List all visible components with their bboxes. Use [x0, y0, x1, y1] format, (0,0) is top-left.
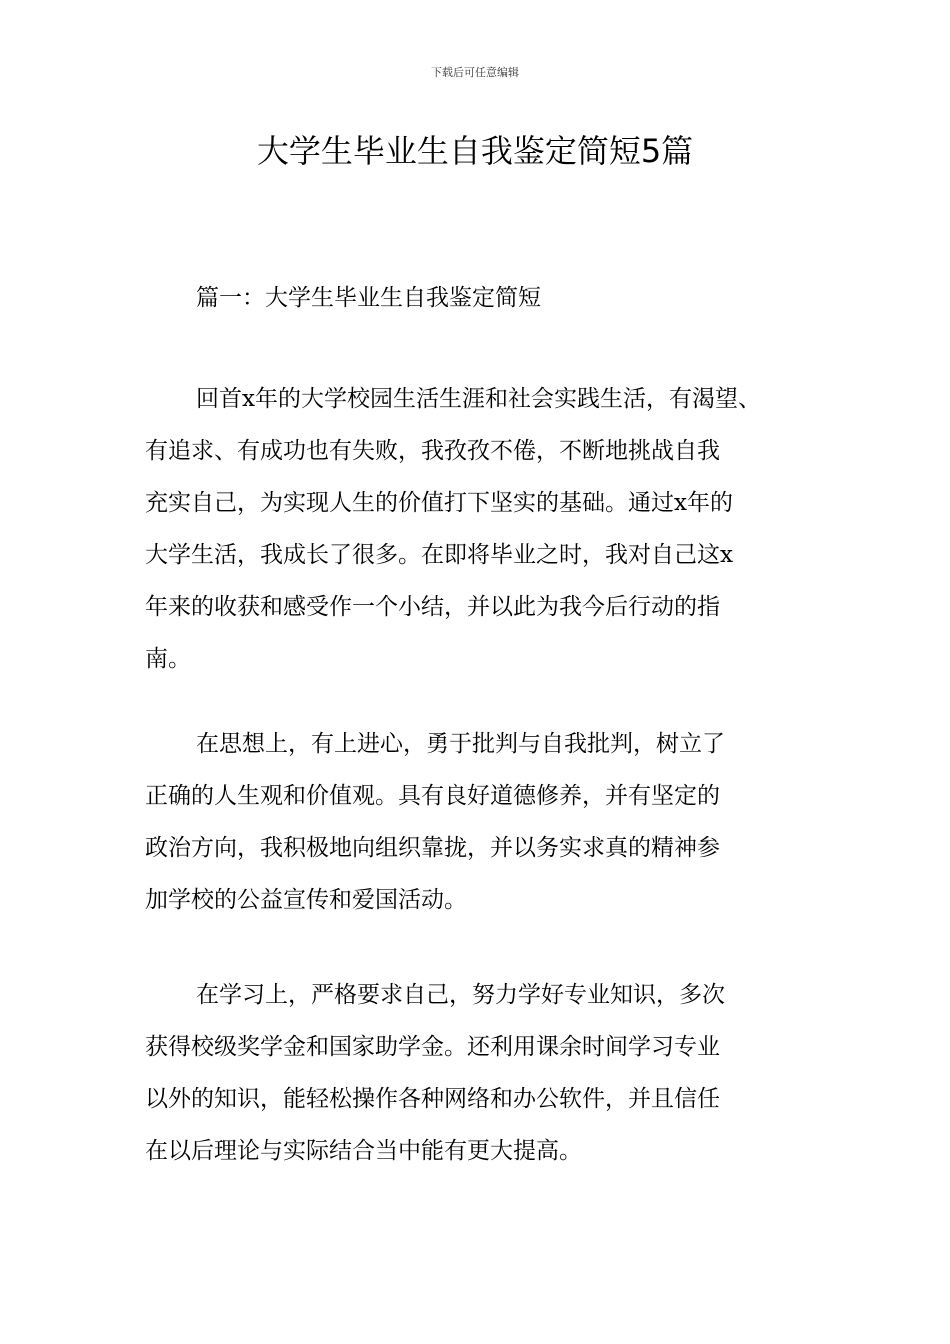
paragraph-line: 在思想上，有上进心，勇于批判与自我批判，树立了 [196, 731, 725, 757]
paragraph-2 [145, 718, 835, 926]
paragraph-line: 年来的收获和感受作一个小结，并以此为我今后行动的指 [145, 594, 720, 620]
paragraph-line: 以外的知识，能轻松操作各种网络和办公软件，并且信任 [145, 1086, 720, 1112]
paragraph-line: 南。 [145, 646, 191, 672]
paragraph-line: 大学生活，我成长了很多。在即将毕业之时，我对自己这x [145, 542, 733, 568]
paragraph-line: 回首x年的大学校园生活生涯和社会实践生活，有渴望、 [196, 386, 761, 412]
paragraph-line: 在以后理论与实际结合当中能有更大提高。 [145, 1138, 582, 1164]
document-title: 大学生毕业生自我鉴定简短5篇 [256, 132, 694, 170]
paragraph-line: 政治方向，我积极地向组织靠拢，并以务实求真的精神参 [145, 835, 720, 861]
paragraph-line: 充实自己，为实现人生的价值打下坚实的基础。通过x年的 [145, 490, 733, 516]
paragraph-1 [145, 373, 835, 685]
header-note: 下载后可任意编辑 [431, 66, 519, 79]
paragraph-line: 有追求、有成功也有失败，我孜孜不倦，不断地挑战自我 [145, 438, 720, 464]
paragraph-3 [145, 969, 835, 1177]
paragraph-line: 正确的人生观和价值观。具有良好道德修养，并有坚定的 [145, 783, 720, 809]
section-heading: 篇一：大学生毕业生自我鉴定简短 [196, 285, 541, 311]
paragraph-line: 在学习上，严格要求自己，努力学好专业知识，多次 [196, 982, 725, 1008]
paragraph-line: 加学校的公益宣传和爱国活动。 [145, 887, 467, 913]
paragraph-line: 获得校级奖学金和国家助学金。还利用课余时间学习专业 [145, 1034, 720, 1060]
